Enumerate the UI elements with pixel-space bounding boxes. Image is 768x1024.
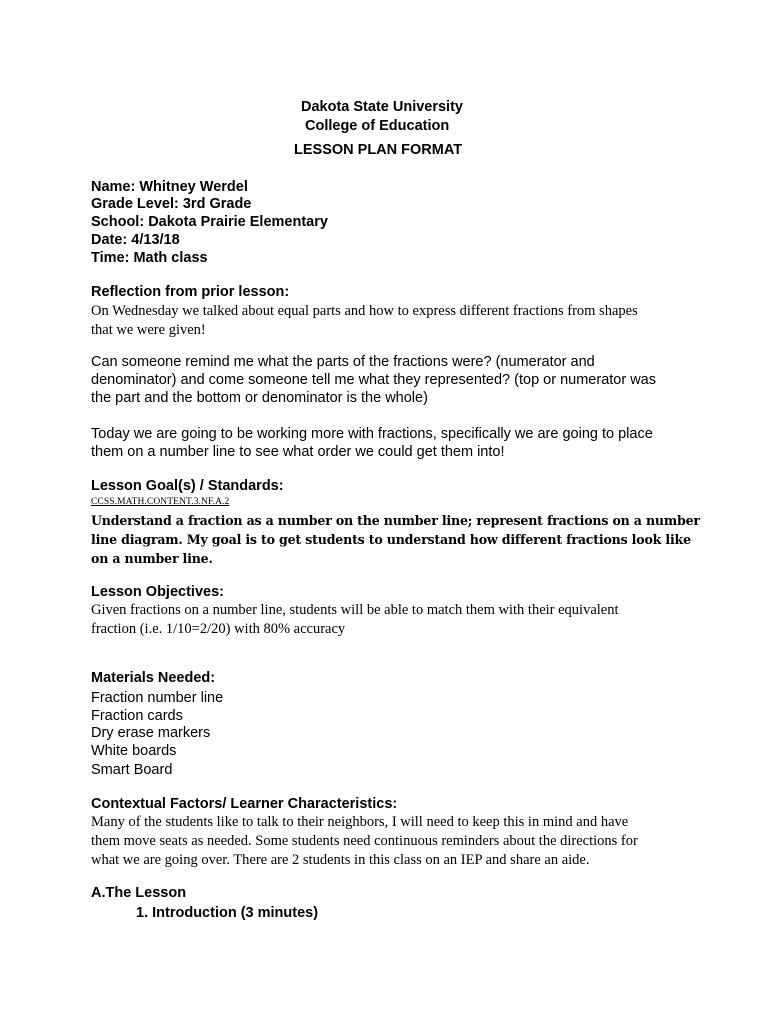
reflection-today-line: Today we are going to be working more with fractions, specifically we are going to place	[91, 426, 653, 442]
materials-item: Dry erase markers	[91, 725, 211, 741]
objective-text-line: fraction (i.e. 1/10=2/20) with 80% accuracy	[91, 621, 346, 637]
reflection-text-line: On Wednesday we talked about equal parts and how to express different fractions from shapes	[91, 303, 638, 319]
context-text-line: what we are going over. There are 2 students in this class on an IEP and share an aide.	[91, 852, 590, 868]
info-date: Date: 4/13/18	[91, 232, 180, 248]
objectives-heading: Lesson Objectives:	[91, 584, 224, 600]
reflection-heading: Reflection from prior lesson:	[91, 284, 290, 300]
lesson-intro: 1. Introduction (3 minutes)	[136, 905, 319, 921]
materials-item: White boards	[91, 743, 177, 759]
reflection-question-line: the part and the bottom or denominator is the whole)	[91, 390, 428, 406]
college-name: College of Education	[305, 118, 450, 134]
context-text-line: Many of the students like to talk to their neighbors, I will need to keep this in mind and have	[91, 814, 629, 830]
goal-text-line: on a number line.	[91, 551, 213, 566]
goal-text-line: line diagram. My goal is to get students to understand how different fractions look like	[91, 532, 691, 547]
reflection-today-line: them on a number line to see what order we could get them into!	[91, 444, 505, 460]
info-name: Name: Whitney Werdel	[91, 179, 248, 195]
university-name: Dakota State University	[301, 99, 463, 115]
info-time: Time: Math class	[91, 250, 208, 266]
materials-item: Fraction cards	[91, 708, 183, 724]
context-heading: Contextual Factors/ Learner Characteristics:	[91, 796, 398, 812]
reflection-question-line: denominator) and come someone tell me what they represented? (top or numerator was	[91, 372, 656, 388]
materials-item: Fraction number line	[91, 690, 224, 706]
lesson-heading: A.The Lesson	[91, 885, 187, 901]
info-grade: Grade Level: 3rd Grade	[91, 196, 252, 212]
materials-item: Smart Board	[91, 762, 173, 778]
context-text-line: them move seats as needed. Some students need continuous reminders about the directions for	[91, 833, 638, 849]
reflection-question-line: Can someone remind me what the parts of the fractions were? (numerator and	[91, 354, 595, 370]
goal-text-line: Understand a fraction as a number on the number line; represent fractions on a number	[91, 513, 700, 528]
goals-heading: Lesson Goal(s) / Standards:	[91, 478, 284, 494]
info-school: School: Dakota Prairie Elementary	[91, 214, 328, 230]
document-title: LESSON PLAN FORMAT	[294, 142, 463, 158]
reflection-text-line: that we were given!	[91, 322, 206, 338]
standard-code: CCSS.MATH.CONTENT.3.NF.A.2	[91, 497, 230, 507]
objective-text-line: Given fractions on a number line, students will be able to match them with their equivalent	[91, 602, 619, 618]
materials-heading: Materials Needed:	[91, 670, 216, 686]
